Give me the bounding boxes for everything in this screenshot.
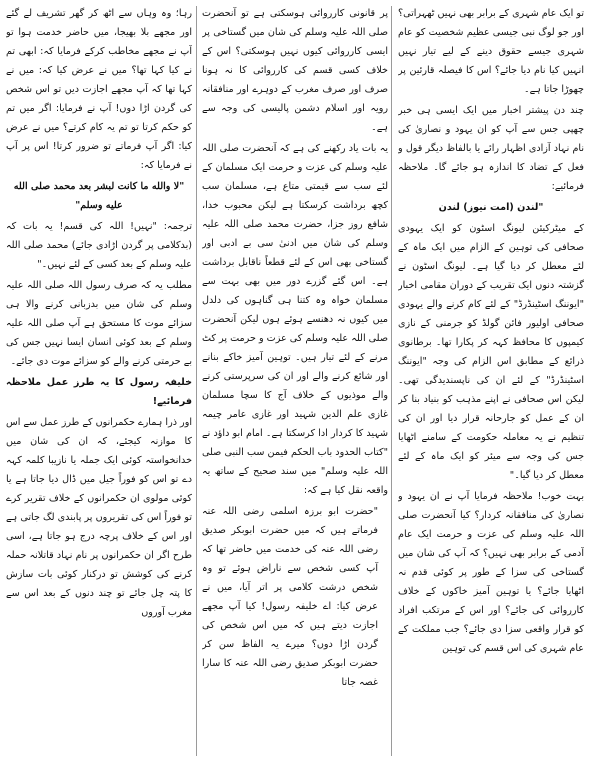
paragraph: مطلب یہ کہ صرف رسول اللہ صلی اللہ علیہ وسلم کی شان میں بدزبانی کرنے والا ہی سزائے موت کا مستحق ہے آپ صلی اللہ علیہ وسلم کے بعد کوئی انسان ایسا نہیں جس کی بے حرمتی کرنے والے کو سزائے موت دی جائے۔	[6, 280, 192, 367]
paragraph: یہ بات یاد رکھنے کی ہے کہ آنحضرت صلی اللہ علیہ وسلم کی عزت و حرمت ایک مسلمان کے لئے سب سے قیمتی متاع ہے، مسلمان سب کچھ برداشت کرسکتا ہے لیکن محبوب خدا، شافع روز جزا، حضرت محمد صلی اللہ علیہ وسلم کی شان میں ادنیٰ سی بے ادبی اور گستاخی بھی اس کے لئے قطعاً ناقابل برداشت ہے۔ اس گئے گزرے دور میں بھی بہت سے مسلمان خواہ وہ کتنا ہی گناہوں کی دلدل میں کیوں نہ دھنسے ہوئے ہوں لیکن آنحضرت صلی اللہ علیہ وسلم کی عزت و حرمت پر کٹ مرنے کے لئے تیار ہیں۔ توہین آمیز خاکے بنانے اور شائع کرنے والے اور ان کی سرپرستی کرنے والے موذیوں کے خلاف آج کا سچا مسلمان غازی علم الدین شہید اور غازی عامر چیمہ شہید کا کردار ادا کرسکتا ہے۔ امام ابو داؤد نے "کتاب الحدود باب الحکم فیمن سب النبی صلی اللہ علیہ وسلم" میں سند صحیح کے ساتھ یہ واقعہ نقل کیا ہے کہ:	[202, 143, 388, 496]
arabic-quote: "لا والله ما كانت لبشر بعد محمد صلى الله عليه وسلم"	[13, 181, 185, 211]
paragraph: چند دن پیشتر اخبار میں ایک ایسی ہی خبر چھپی جس سے آپ کو ان یہود و نصاریٰ کی نام نہاد آزادی اظہار رائے یا بالفاظ دیگر قول و فعل کے تضاد کا اندازہ ہو جائے گا۔ ملاحظہ فرمائیے:	[398, 105, 584, 192]
column-middle	[202, 4, 388, 758]
column-left	[6, 4, 192, 758]
column-right	[398, 4, 584, 758]
paragraph: کے میٹرکیئن لیونگ اسٹون کو ایک یہودی صحافی کی توہین کے الزام میں ایک ماہ کے لئے معطل کر دیا گیا ہے۔ لیونگ اسٹون نے گزشتہ دنوں ایک تقریب کے دوران مقامی اخبار "ایوننگ اسٹینڈرڈ" کے لئے کام کرنے والے یہودی صحافی اولیور فائن گولڈ کو جرمنی کے نازی کیمپوں کا محافظ کہہ کر پکارا تھا۔ برطانوی ذرائع کے مطابق اس الزام کی وجہ "ایوننگ اسٹینڈرڈ" کے لئے ان کی ناپسندیدگی تھی۔ لیکن اس صحافی نے اپنے مذہب کو بنیاد بنا کر ان کے عمل کو جارحانہ قرار دیا اور ان کی تنظیم نے یہ معاملہ حکومت کے سامنے اٹھایا جس کی وجہ سے میئر کو ایک ماہ کے لئے معطل کر دیا گیا۔"	[398, 223, 584, 481]
paragraph: پر قانونی کارروائی ہوسکتی ہے تو آنحضرت صلی اللہ علیہ وسلم کی شان میں گستاخی پر ایسی کارروائی کیوں نہیں ہوسکتی؟ اس کے خلاف کسی قسم کی کارروائی کا نہ ہونا صرف اور صرف مغرب کے دوہرے اور منافقانہ رویہ اور اسلام دشمن پالیسی کی وجہ سے ہے۔	[202, 8, 388, 133]
paragraph: تو ایک عام شہری کے برابر بھی نہیں ٹھہراتی؟ اور جو لوگ نبی جیسی عظیم شخصیت کو عام شہری جیسے حقوق دینے کے لیے تیار نہیں انہیں کیا نام دیا جائے؟ اس کا فیصلہ قارئین پر چھوڑا جاتا ہے۔	[398, 8, 584, 95]
column-divider	[196, 6, 197, 756]
paragraph: ترجمہ: "نہیں! اللہ کی قسم! یہ بات کہ (بدکلامی پر گردن اڑادی جائے) محمد صلی اللہ علیہ وسلم کے بعد کسی کے لئے نہیں۔"	[6, 221, 192, 270]
paragraph: اور ذرا ہمارے حکمرانوں کے طرز عمل سے اس کا موازنہ کیجئے، کہ ان کی شان میں خدانخواستہ کوئی ایک جملہ یا نازیبا کلمہ کہہ دے تو اس کو فوراً جیل میں ڈال دیا جاتا ہے یا کوئی مولوی ان حکمرانوں کے خلاف تقریر کرے تو فوراً اس کی تقریروں پر پابندی لگ جاتی ہے اور اس کے خلاف پرچہ درج ہو جاتا ہے، اسی طرح اگر ان حکمرانوں پر نام نہاد قاتلانہ حملہ کرنے کی کوشش تو درکنار کوئی بات سازش کا پتہ چل جائے تو چند دنوں کے بعد اس سے مغرب آوروں	[6, 417, 192, 618]
paragraph: رہا؛ وہ وہاں سے اٹھ کر گھر تشریف لے گئے اور مجھے بلا بھیجا، میں حاضر خدمت ہوا تو آپ نے مجھے مخاطب کرکے فرمایا کہ: ابھی تم نے کیا کہا تھا؟ میں نے عرض کیا کہ: میں نے کہا تھا کہ آپ مجھے اجازت دیں تو اس شخص کی گردن اڑا دوں! آپ نے فرمایا: اگر میں تم کو حکم کرتا تو تم یہ کام کرتے؟ میں نے عرض کیا: اگر آپ فرماتے تو ضرور کرتا! اس پر آپ نے فرمایا کہ:	[6, 8, 192, 171]
dateline: "لندن (امت نیوز) لندن	[438, 202, 544, 213]
subheading: خلیفہ رسول کا یہ طرز عمل ملاحظہ فرمائیے!	[6, 377, 192, 407]
column-divider	[391, 6, 392, 756]
hadith-quote: "حضرت ابو برزہ اسلمی رضی اللہ عنہ فرماتے ہیں کہ میں حضرت ابوبکر صدیق رضی اللہ عنہ کی خدمت میں حاضر تھا کہ آپ کسی شخص سے ناراض ہوئے تو وہ شخص درشت کلامی پر اتر آیا، میں نے عرض کیا: اے خلیفہ رسول! کیا آپ مجھے اجازت دیتے ہیں کہ میں اس شخص کی گردن اڑا دوں؟ میرے یہ الفاظ سن کر حضرت ابوبکر صدیق رضی اللہ عنہ کا سارا غصہ جاتا	[202, 506, 378, 688]
paragraph: بہت خوب! ملاحظہ فرمایا آپ نے ان یہود و نصاریٰ کی منافقانہ کردار؟ کیا آنحضرت صلی اللہ علیہ وسلم کی عزت و حرمت ایک عام آدمی کے برابر بھی نہیں؟ کہ آپ کی شان میں گستاخی کی سزا کے طور پر کوئی قدم نہ اٹھایا جائے؟ یا توہین آمیز خاکوں کے خلاف کارروائی کی جائے؟ اور اس کے مرتکب افراد کو قرار واقعی سزا دی جائے؟ جب مملکت کے عام شہری کی اس قسم کی توہین	[398, 491, 584, 654]
